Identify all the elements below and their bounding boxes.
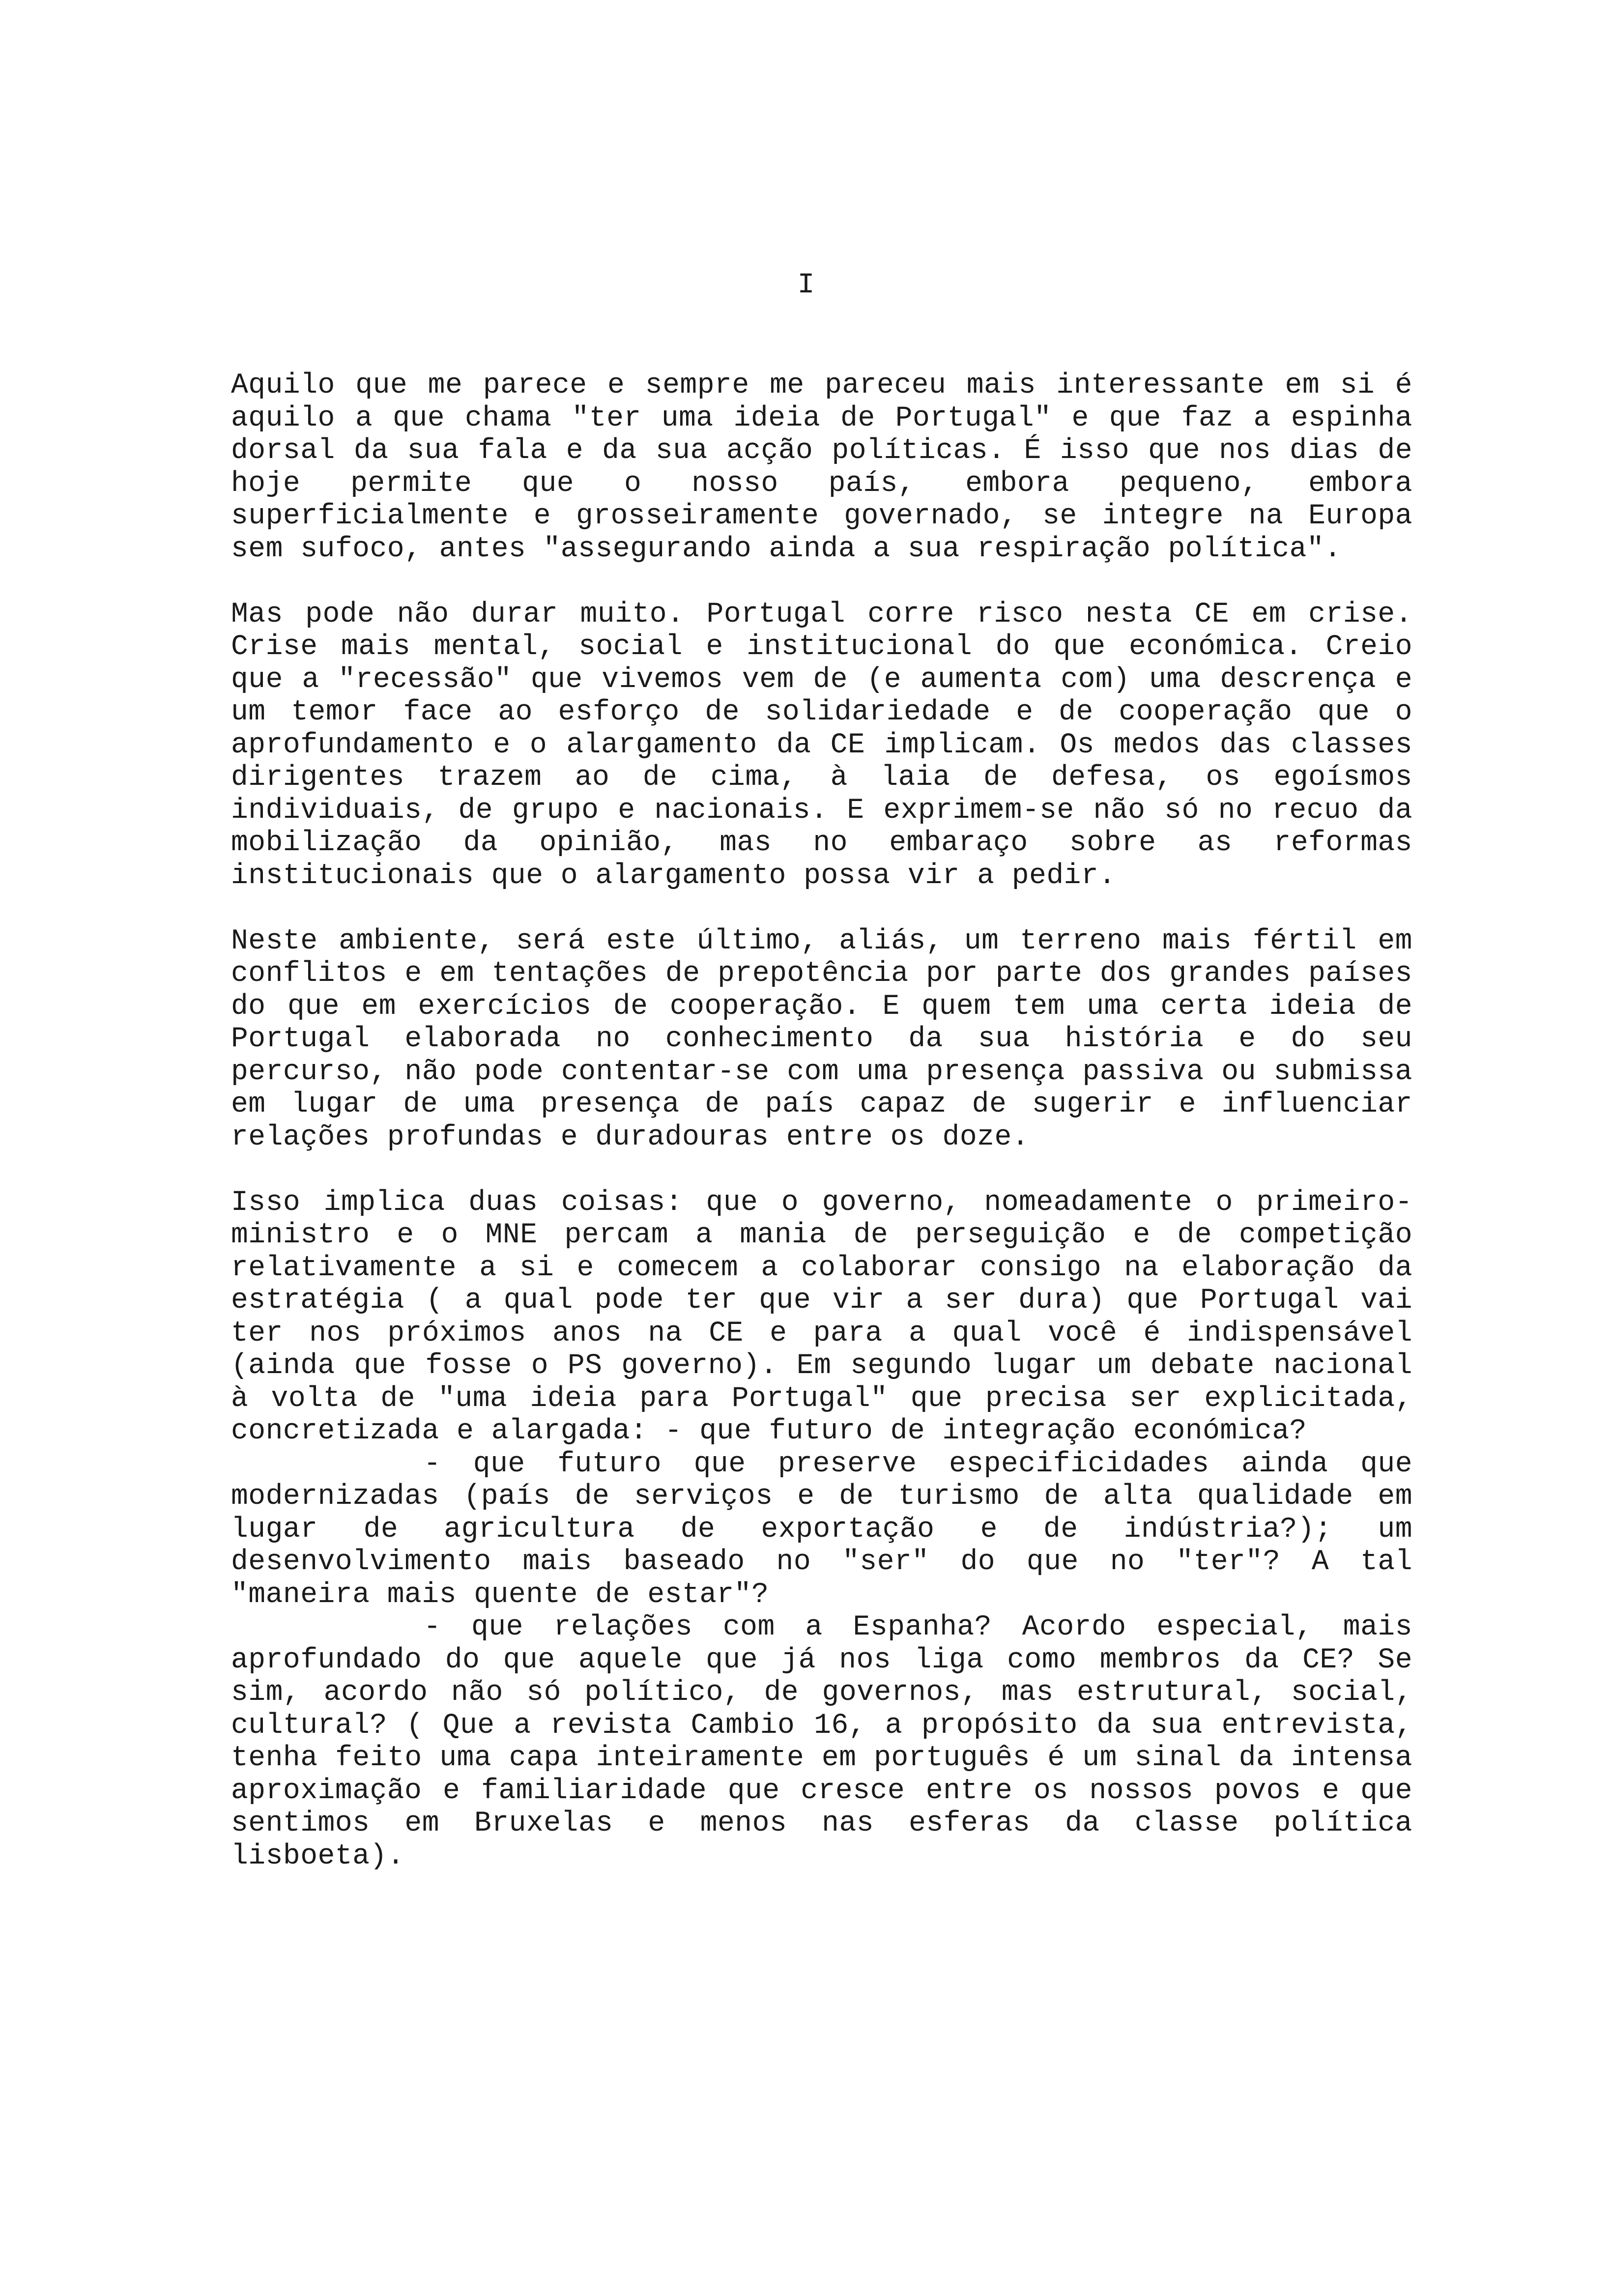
paragraph-3: Neste ambiente, será este último, aliás, um terreno mais fértil em conflitos e em tentações de prepotência por parte dos grandes países do que em exercícios de cooperação. E quem tem uma certa ideia de Portugal elaborada no conhecimento da sua história e do seu percurso, não pode contentar-se com uma presença passiva ou submissa em lugar de uma presença de país capaz de sugerir e influenciar relações profundas e duradouras entre os doze.: [231, 925, 1412, 1153]
paragraph-4: Isso implica duas coisas: que o governo, nomeadamente o primeiro-ministro e o MNE percam a mania de perseguição e de competição relativamente a si e comecem a colaborar consigo na elaboração da estratégia ( a qual pode ter que vir a ser dura) que Portugal vai ter nos próximos anos na CE e para a qual você é indispensável (ainda que fosse o PS governo). Em segundo lugar um debate nacional à volta de "uma ideia para Portugal" que precisa ser explicitada, concretizada e alargada: - que futuro de integração económica?: [231, 1186, 1412, 1447]
section-number: I: [797, 269, 815, 301]
paragraph-1: Aquilo que me parece e sempre me pareceu mais interessante em si é aquilo a que chama "ter uma ideia de Portugal" e que faz a espinha dorsal da sua fala e da sua acção políticas. É isso que nos dias de hoje permite que o nosso país, embora pequeno, embora superficialmente e grosseiramente governado, se integre na Europa sem sufoco, antes "assegurando ainda a sua respiração política".: [231, 370, 1412, 565]
paragraph-2: Mas pode não durar muito. Portugal corre risco nesta CE em crise. Crise mais mental, social e institucional do que económica. Creio que a "recessão" que vivemos vem de (e aumenta com) uma descrença e um temor face ao esforço de solidariedade e de cooperação que o aprofundamento e o alargamento da CE implicam. Os medos das classes dirigentes trazem ao de cima, à laia de defesa, os egoísmos individuais, de grupo e nacionais. E exprimem-se não só no recuo da mobilização da opinião, mas no embaraço sobre as reformas institucionais que o alargamento possa vir a pedir.: [231, 598, 1412, 892]
list-item-2: - que relações com a Espanha? Acordo especial, mais aprofundado do que aquele que já nos liga como membros da CE? Se sim, acordo não só político, de governos, mas estrutural, social, cultural? ( Que a revista Cambio 16, a propósito da sua entrevista, tenha feito uma capa inteiramente em português é um sinal da intensa aproximação e familiaridade que cresce entre os nossos povos e que sentimos em Bruxelas e menos nas esferas da classe política lisboeta).: [231, 1611, 1412, 1872]
list-item-1: - que futuro que preserve especificidades ainda que modernizadas (país de serviços e de turismo de alta qualidade em lugar de agricultura de exportação e de indústria?); um desenvolvimento mais baseado no "ser" do que no "ter"? A tal "maneira mais quente de estar"?: [231, 1448, 1412, 1611]
letter-body: [231, 370, 1412, 1873]
